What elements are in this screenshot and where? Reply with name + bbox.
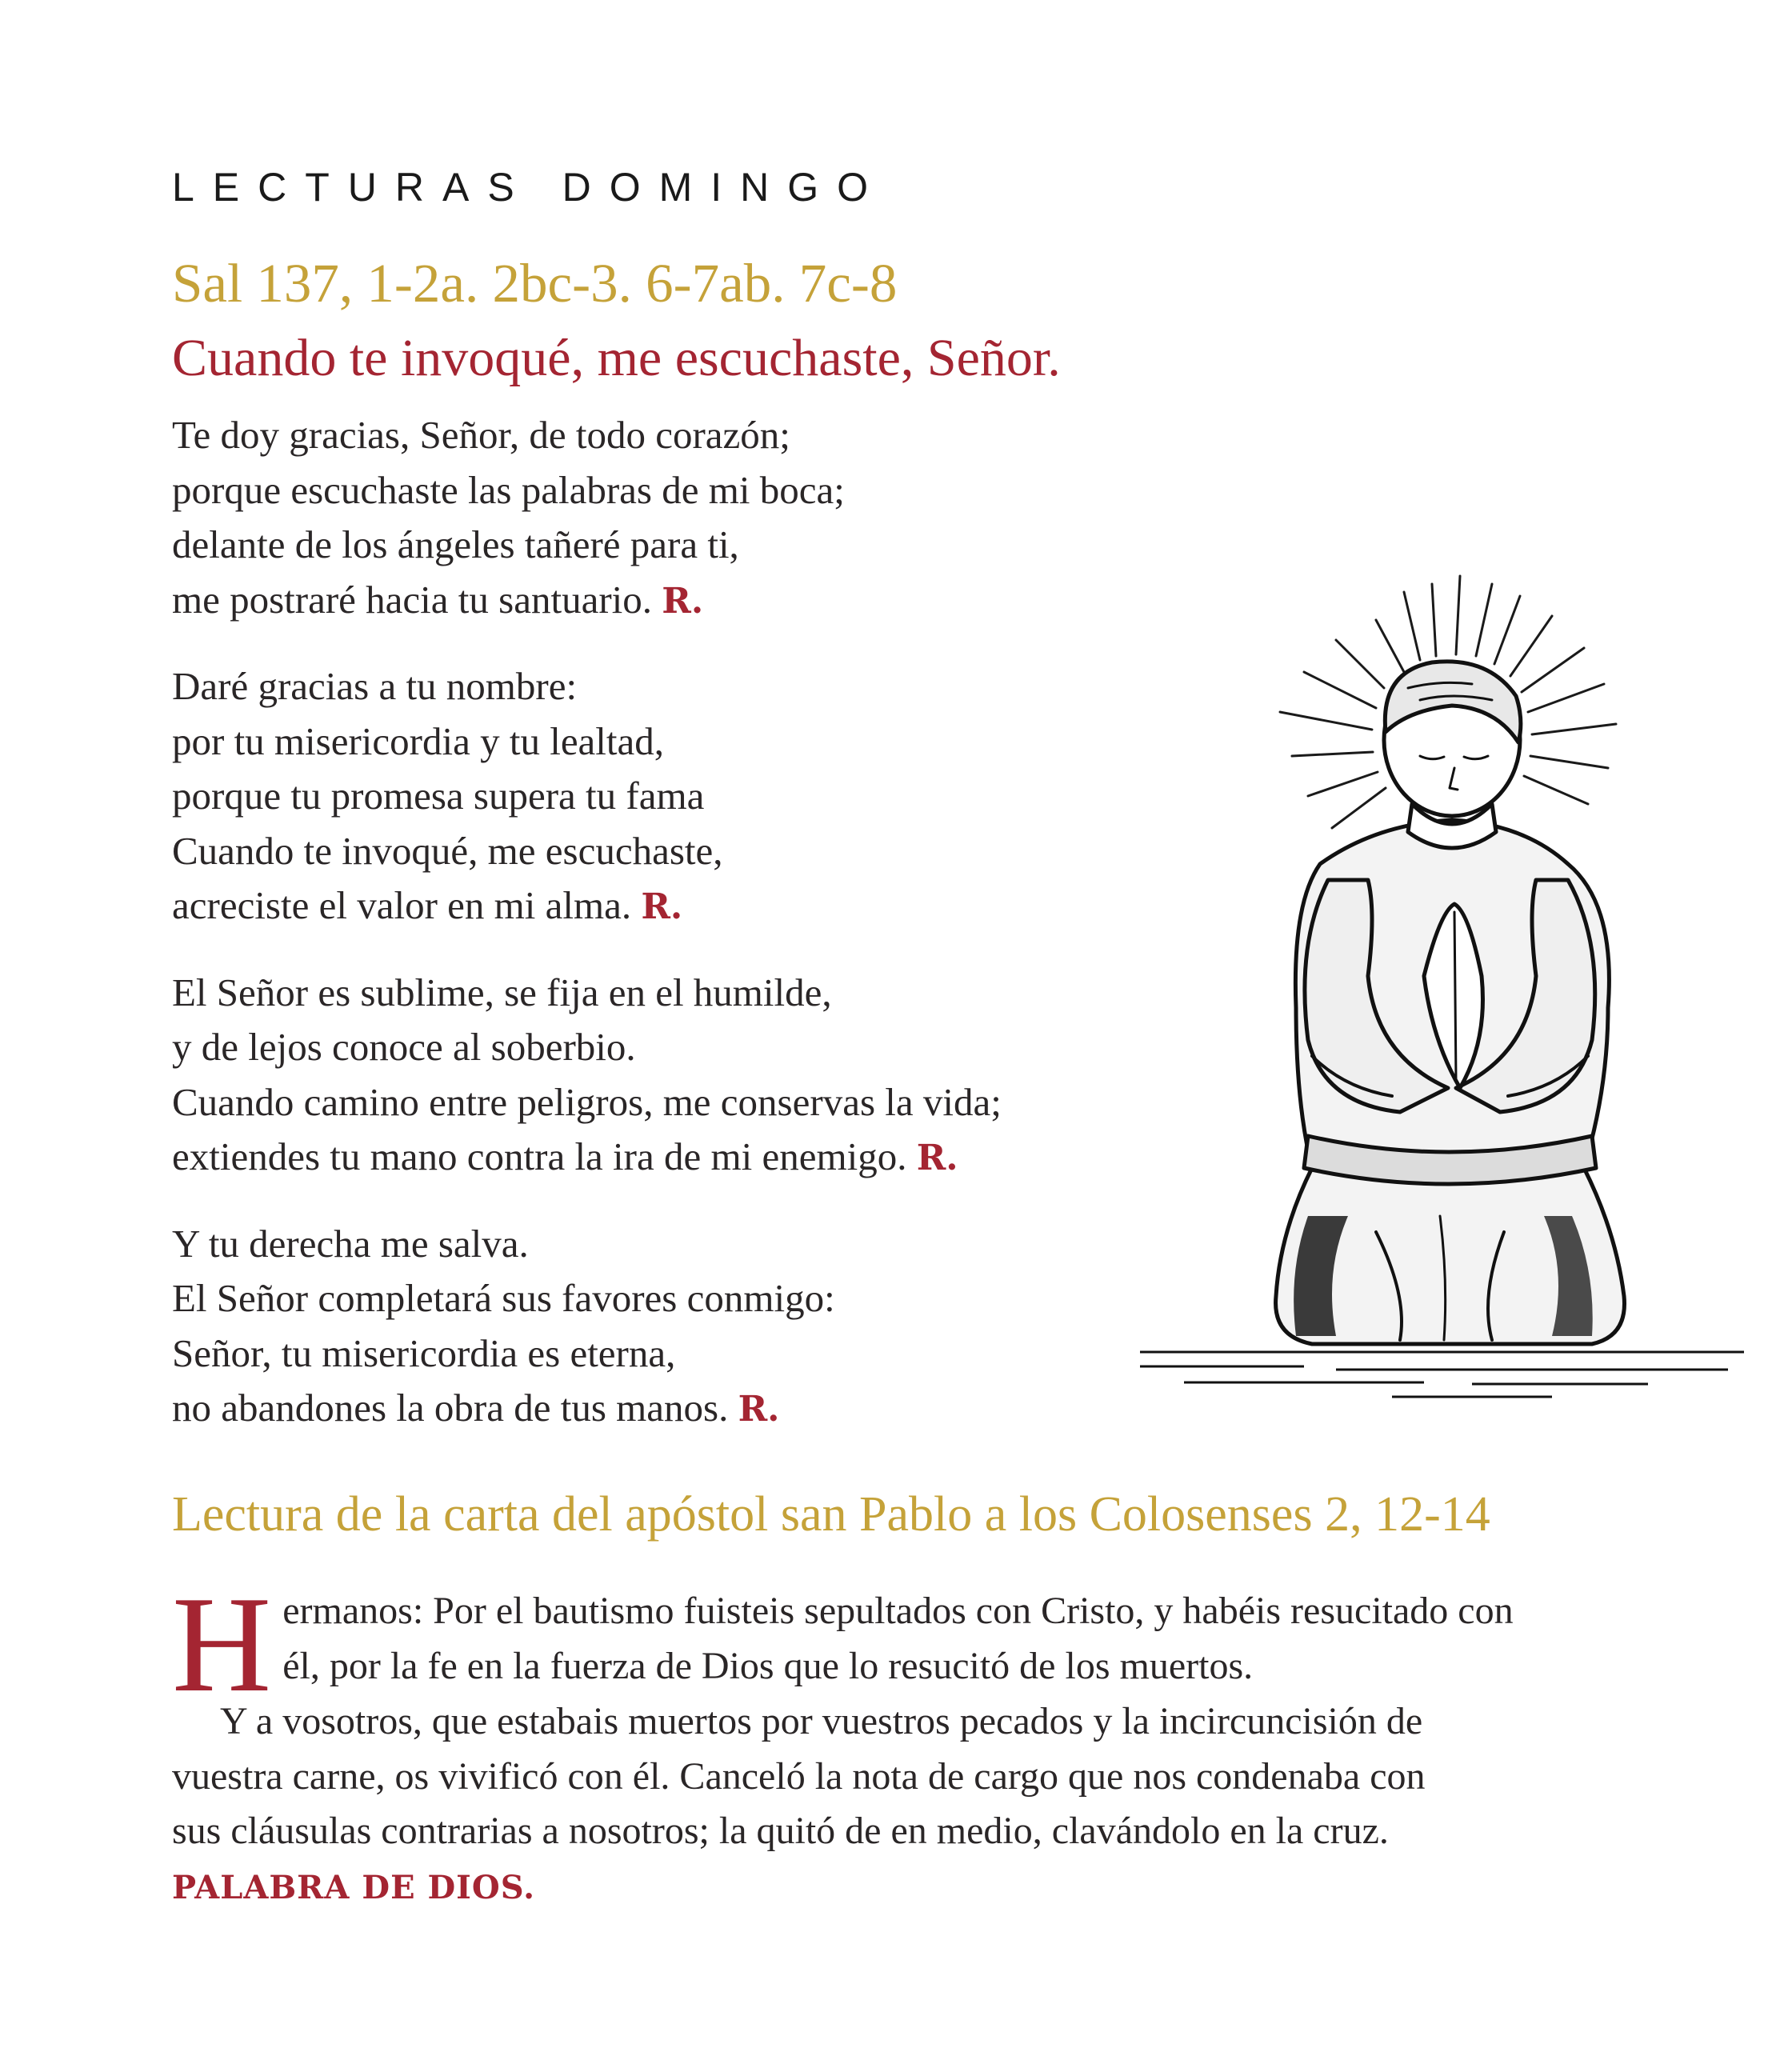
- psalm-line: porque escuchaste las palabras de mi boca;: [172, 467, 845, 512]
- response-marker: R.: [641, 886, 683, 927]
- psalm-line: por tu misericordia y tu lealtad,: [172, 718, 665, 763]
- section-kicker: LECTURAS DOMINGO: [172, 165, 887, 210]
- psalm-line: El Señor es sublime, se fija en el humilde,: [172, 970, 832, 1014]
- second-reading-text: [172, 1569, 1660, 1915]
- psalm-line: porque tu promesa supera tu fama: [172, 774, 705, 818]
- psalm-stanza-4: [172, 1217, 1116, 1438]
- psalm-line: delante de los ángeles tañeré para ti,: [172, 522, 739, 566]
- psalm-stanza-1: [172, 408, 1116, 629]
- drop-cap: H: [172, 1569, 272, 1721]
- psalm-line: Daré gracias a tu nombre:: [172, 664, 578, 708]
- second-reading-title: Lectura de la carta del apóstol san Pablo a los Colosenses 2, 12-14: [172, 1487, 1490, 1542]
- ground-lines: [1140, 1352, 1744, 1397]
- closing-acclamation: PALABRA DE DIOS.: [172, 1868, 536, 1906]
- psalm-line-text: no abandones la obra de tus manos.: [172, 1386, 729, 1430]
- psalm-line: [172, 1381, 1116, 1438]
- psalm-line-text: extiendes tu mano contra la ira de mi enemigo.: [172, 1134, 907, 1178]
- psalm-line: [172, 573, 1116, 630]
- reading-line: ermanos: Por el bautismo fuisteis sepultados con Cristo, y habéis resucitado con: [282, 1590, 1514, 1632]
- reading-line: sus cláusulas contrarias a nosotros; la quitó de en medio, clavándolo en la cruz.: [172, 1810, 1389, 1852]
- psalm-line: Cuando te invoqué, me escuchaste,: [172, 828, 723, 873]
- psalm-response-title: Cuando te invoqué, me escuchaste, Señor.: [172, 329, 1061, 387]
- psalm-line: El Señor completará sus favores conmigo:: [172, 1276, 835, 1320]
- psalm-reference: Sal 137, 1-2a. 2bc-3. 6-7ab. 7c-8: [172, 253, 898, 314]
- reading-line: vuestra carne, os vivificó con él. Canceló la nota de cargo que nos condenaba con: [172, 1754, 1426, 1798]
- praying-kneeling-man-icon: [1136, 528, 1760, 1432]
- response-marker: R.: [662, 580, 704, 622]
- response-marker: R.: [916, 1138, 958, 1178]
- psalm-line-text: acreciste el valor en mi alma.: [172, 883, 632, 927]
- psalm-text: [172, 408, 1116, 1468]
- figure: [1276, 662, 1625, 1344]
- psalm-line: [172, 1130, 1116, 1186]
- psalm-line: Cuando camino entre peligros, me conservas la vida;: [172, 1079, 1002, 1124]
- psalm-line: Te doy gracias, Señor, de todo corazón;: [172, 413, 790, 457]
- psalm-stanza-3: [172, 966, 1116, 1186]
- psalm-line: Y tu derecha me salva.: [172, 1221, 529, 1266]
- psalm-line: Señor, tu misericordia es eterna,: [172, 1330, 676, 1375]
- psalm-line: [172, 878, 1116, 935]
- psalm-line-text: me postraré hacia tu santuario.: [172, 577, 653, 622]
- reading-line: Y a vosotros, que estabais muertos por vuestros pecados y la incircuncisión de: [220, 1700, 1423, 1742]
- psalm-stanza-2: [172, 659, 1116, 935]
- reading-line: él, por la fe en la fuerza de Dios que lo resucitó de los muertos.: [282, 1644, 1254, 1687]
- psalm-line: y de lejos conoce al soberbio.: [172, 1025, 636, 1069]
- response-marker: R.: [738, 1389, 780, 1430]
